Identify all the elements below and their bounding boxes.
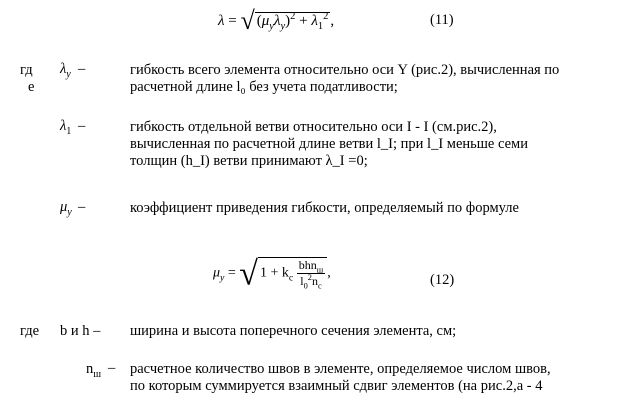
formula-12-number: (12) (430, 272, 455, 288)
term-desc-n-sh (130, 361, 597, 395)
term-dash: – (78, 199, 86, 215)
term-dash: – (78, 61, 86, 77)
desc-line: ширина и высота поперечного сечения элемента, см; (130, 323, 457, 339)
term-desc-mu-y (130, 200, 597, 217)
desc-line: расчетное количество швов в элементе, определяемое числом швов, (130, 361, 551, 377)
formula-12-fraction: $\frac{bhn_ш}{l_0^2n_c}$ (298, 258, 324, 291)
term-symbol-b-h: b и h – (60, 323, 101, 339)
radical-sign: √ (240, 6, 255, 35)
term-symbol-lambda-y: $\lambda_y$ (60, 61, 71, 80)
formula-11-lhs: λ (218, 13, 225, 29)
term-desc-b-h (130, 323, 597, 340)
formula-11-radicand: $(\mu_y\lambda_y)^2 + \lambda_1^2$ (256, 11, 329, 32)
term-desc-lambda-y (130, 62, 597, 96)
desc-line: гибкость всего элемента относительно оси Y (рис.2), вычисленная по (130, 62, 560, 78)
desc-line: коэффициент приведения гибкости, определяемый по формуле (130, 200, 519, 216)
radical-sign: √ (239, 255, 258, 293)
where-label-2: где (20, 323, 40, 339)
formula-12-eq: = (227, 265, 236, 281)
formula-11-number: (11) (430, 12, 454, 28)
term-symbol-mu-y: $\mu_y$ (60, 199, 72, 218)
formula-12-lhs: μ (213, 265, 221, 281)
where-label-line1: гд (20, 62, 33, 78)
term-desc-lambda-1 (130, 119, 597, 170)
desc-line: гибкость отдельной ветви относительно оси I - I (см.рис.2), (130, 119, 497, 135)
desc-line: толщин (h_I) ветви принимают λ_I =0; (130, 153, 368, 169)
desc-line: по которым суммируется взаимный сдвиг элементов (на рис.2,а - 4 (130, 378, 543, 394)
term-symbol-lambda-1: $\lambda_1$ (60, 118, 72, 137)
term-dash: – (78, 118, 86, 134)
desc-line: расчетной длине l₀ без учета податливости; (130, 79, 398, 95)
formula-11: λ = √ $(\mu_y\lambda_y)^2 + \lambda_1^2$ , (218, 6, 335, 35)
formula-12: $\mu_y$ = √ $1 + k_c$ $\frac{bhn_ш}{l_0^2n_c}$ , (213, 255, 331, 293)
term-dash: – (108, 360, 116, 376)
term-symbol-n-sh: $n_ш$ (86, 361, 102, 380)
formula-12-radicand: $1 + k_c$ $\frac{bhn_ш}{l_0^2n_c}$ (258, 257, 327, 289)
formula-11-eq: = (228, 13, 237, 29)
desc-line: вычисленная по расчетной длине ветви l_I; при l_I меньше семи (130, 136, 528, 152)
where-label-line2: е (28, 79, 35, 95)
